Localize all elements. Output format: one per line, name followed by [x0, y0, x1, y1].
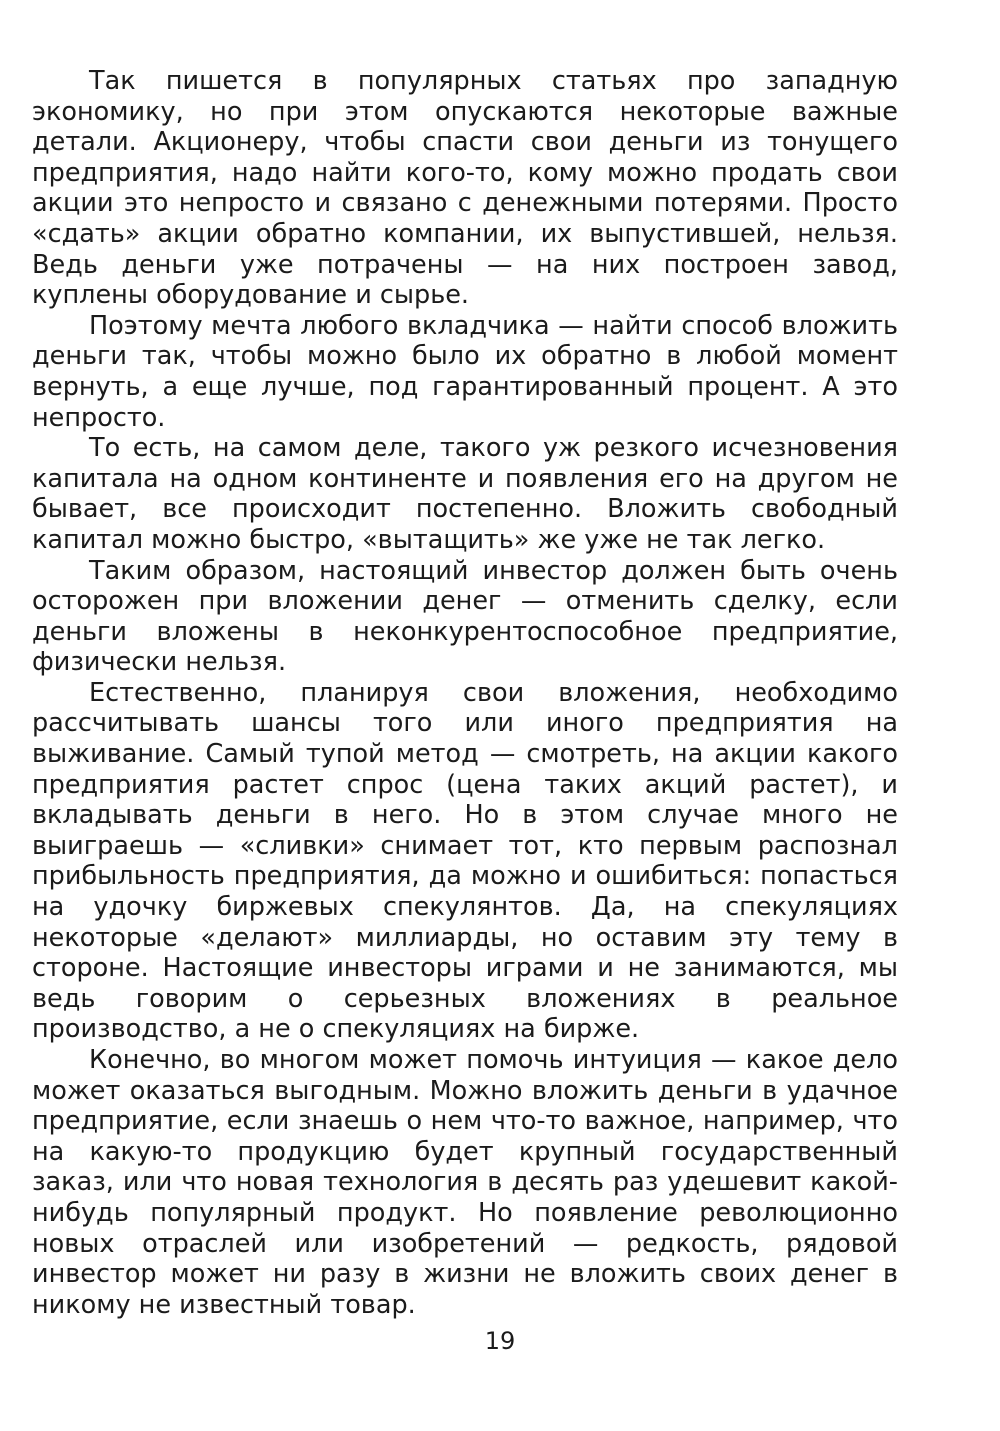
paragraph-2: Поэтому мечта любого вкладчика — найти способ вложить деньги так, чтобы можно было их обратно в любой момент вернуть, а еще лучше, под гарантированный процент. А это непросто.	[32, 310, 898, 433]
paragraph-3: То есть, на самом деле, такого уж резкого исчезновения капитала на одном континенте и появления его на другом не бывает, все происходит постепенно. Вложить свободный капитал можно быстро, «вытащить» же уже не так легко.	[32, 433, 898, 555]
paragraph-1: Так пишется в популярных статьях про западную экономику, но при этом опускаются некоторые важные детали. Акционеру, чтобы спасти свои деньги из тонущего предприятия, надо найти кого-то, кому можно продать свои акции это непросто и связано с денежными потерями. Просто «сдать» акции обратно компании, их выпустившей, нельзя. Ведь деньги уже потрачены — на них построен завод, куплены оборудование и сырье.	[32, 66, 898, 311]
paragraph-5: Естественно, планируя свои вложения, необходимо рассчитывать шансы того или иного предприятия на выживание. Самый тупой метод — смотреть, на акции какого предприятия растет спрос (цена таких акций растет), и вкладывать деньги в него. Но в этом случае много не выиграешь — «сливки» снимает тот, кто первым распознал прибыльность предприятия, да можно и ошибиться: попасться на удочку биржевых спекулянтов. Да, на спекуляциях некоторые «делают» миллиарды, но оставим эту тему в стороне. Настоящие инвесторы играми и не занимаются, мы ведь говорим о серьезных вложениях в реальное производство, а не о спекуляциях на бирже.	[32, 677, 898, 1045]
page-number: 19	[484, 1327, 516, 1355]
page-body	[32, 66, 898, 1320]
paragraph-6: Конечно, во многом может помочь интуиция — какое дело может оказаться выгодным. Можно вложить деньги в удачное предприятие, если знаешь о нем что-то важное, например, что на какую-то продукцию будет крупный государственный заказ, или что новая технология в десять раз удешевит какой-нибудь популярный продукт. Но появление революционно новых отраслей или изобретений — редкость, рядовой инвестор может ни разу в жизни не вложить своих денег в никому не известный товар.	[32, 1045, 898, 1320]
paragraph-4: Таким образом, настоящий инвестор должен быть очень осторожен при вложении денег — отменить сделку, если деньги вложены в неконкурентоспособное предприятие, физически нельзя.	[32, 555, 898, 678]
